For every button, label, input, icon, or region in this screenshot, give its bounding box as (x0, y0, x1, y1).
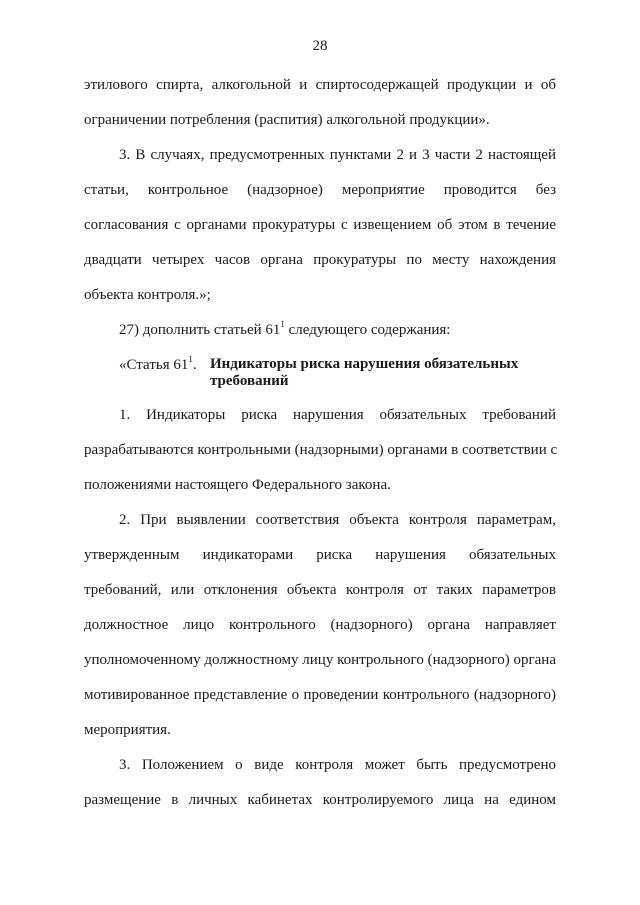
text-line: 3. Положением о виде контроля может быть предусмотрено (119, 757, 556, 773)
article-label-end: . (192, 357, 197, 373)
text-line: мероприятия. (84, 722, 171, 738)
text-line: утвержденным индикаторами риска нарушения обязательных (84, 547, 556, 563)
text-line: требований, или отклонения объекта контроля от таких параметров (84, 582, 556, 598)
amendment-item (119, 321, 556, 339)
text-line: мотивированное представление о проведении контрольного (надзорного) (84, 687, 556, 703)
superscript: 1 (188, 354, 193, 364)
article-title-line: требований (210, 373, 289, 389)
text-line: согласования с органами прокуратуры с извещением об этом в течение (84, 217, 556, 233)
article-title-line: Индикаторы риска нарушения обязательных (210, 356, 519, 372)
text-line: 1. Индикаторы риска нарушения обязательных требований (119, 407, 556, 423)
text-line: положениями настоящего Федерального закона. (84, 477, 391, 493)
text-line: этилового спирта, алкогольной и спиртосодержащей продукции и об (84, 77, 556, 93)
text-line: уполномоченному должностному лицу контрольного (надзорного) органа (84, 652, 556, 668)
page-number: 28 (312, 38, 328, 54)
text-line: 3. В случаях, предусмотренных пунктами 2 и 3 части 2 настоящей (119, 147, 556, 163)
text-line: размещение в личных кабинетах контролируемого лица на едином (84, 792, 556, 808)
text-line: ограничении потребления (распития) алкогольной продукции». (84, 112, 490, 128)
amendment-text: следующего содержания: (284, 322, 451, 338)
text-line: статьи, контрольное (надзорное) мероприятие проводится без (84, 182, 556, 198)
text-line: 2. При выявлении соответствия объекта контроля параметрам, (119, 512, 556, 528)
text-line: двадцати четырех часов органа прокуратуры по месту нахождения (84, 252, 556, 268)
amendment-text: 27) дополнить статьей 61 (119, 322, 281, 338)
superscript: 1 (280, 319, 285, 329)
text-line: объекта контроля.»; (84, 287, 211, 303)
article-number (119, 356, 197, 374)
article-label: «Статья 61 (119, 357, 189, 373)
text-line: должностное лицо контрольного (надзорного) органа направляет (84, 617, 556, 633)
text-line: разрабатываются контрольными (надзорными) органами в соответствии с (84, 442, 558, 458)
article-title (210, 356, 556, 390)
